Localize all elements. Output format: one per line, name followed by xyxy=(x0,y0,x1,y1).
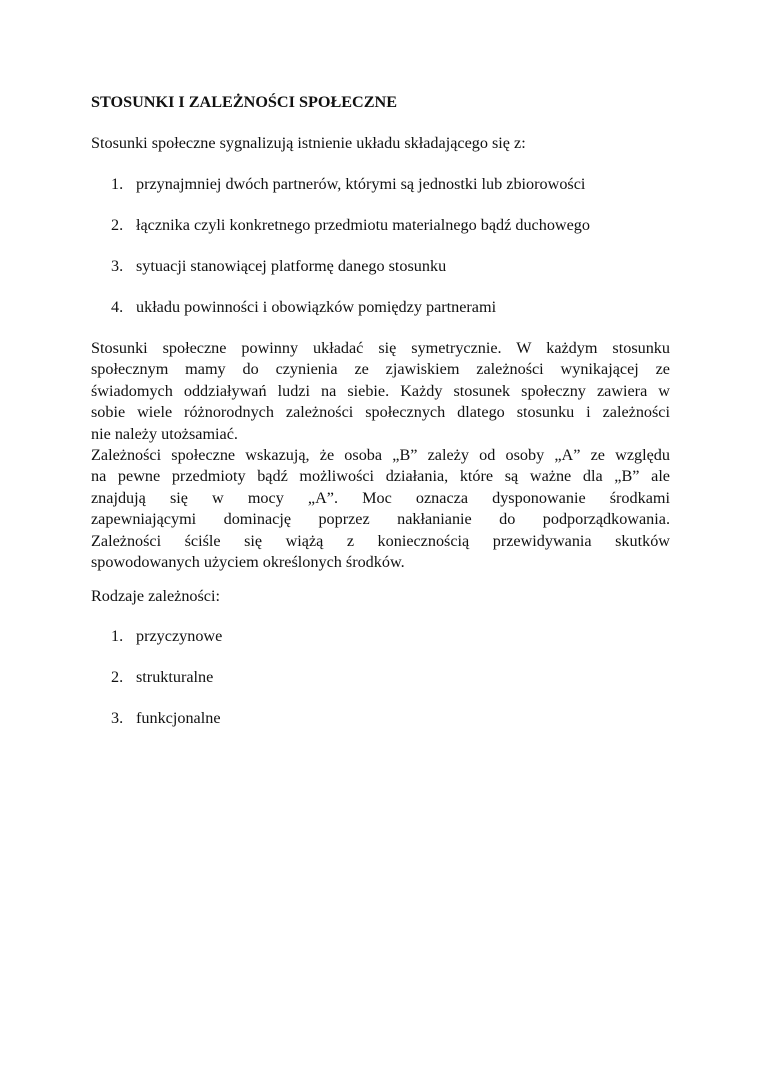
paragraph-dependencies xyxy=(91,445,670,573)
intro-text: Stosunki społeczne sygnalizują istnienie układu składającego się z: xyxy=(91,134,526,152)
list-item-number: 1. xyxy=(111,175,124,193)
list-item-text: funkcjonalne xyxy=(136,709,221,727)
paragraph-line: Zależności społeczne wskazują, że osoba „B” zależy od osoby „A” ze względu xyxy=(91,446,670,464)
paragraph-line: Zależności ściśle się wiążą z koniecznością przewidywania skutków xyxy=(91,531,670,550)
list-item-number: 4. xyxy=(111,298,124,316)
paragraph-line: znajdują się w mocy „A”. Moc oznacza dysponowanie środkami xyxy=(91,488,670,507)
list-item-number: 3. xyxy=(111,257,124,275)
list-item-number: 3. xyxy=(111,709,124,727)
paragraph-line: sobie wiele różnorodnych zależności społecznych dlatego stosunku i zależności xyxy=(91,403,670,422)
paragraph-line: świadomych oddziaływań ludzi na siebie. Każdy stosunek społeczny zawiera w xyxy=(91,381,670,400)
paragraph-relations xyxy=(91,338,670,445)
document-title: STOSUNKI I ZALEŻNOŚCI SPOŁECZNE xyxy=(91,93,398,111)
list-item-text: sytuacji stanowiącej platformę danego stosunku xyxy=(136,257,447,275)
list-item-text: łącznika czyli konkretnego przedmiotu materialnego bądź duchowego xyxy=(136,216,590,234)
paragraph-line: nie należy utożsamiać. xyxy=(91,424,238,443)
list-item-text: przyczynowe xyxy=(136,627,223,645)
paragraph-line: na pewne przedmioty bądź możliwości działania, które są ważne dla „B” ale xyxy=(91,467,670,486)
list-item-number: 2. xyxy=(111,668,124,686)
kinds-label: Rodzaje zależności: xyxy=(91,587,220,605)
paragraph-line: zapewniającymi dominację poprzez nakłanianie do podporządkowania. xyxy=(91,510,670,529)
paragraph-line: Stosunki społeczne powinny układać się symetrycznie. W każdym stosunku xyxy=(91,339,670,357)
list-item-text: strukturalne xyxy=(136,668,214,686)
list-item-text: przynajmniej dwóch partnerów, którymi są jednostki lub zbiorowości xyxy=(136,175,586,193)
list-item-text: układu powinności i obowiązków pomiędzy partnerami xyxy=(136,298,497,316)
list-item-number: 1. xyxy=(111,627,124,645)
paragraph-line: społecznym mamy do czynienia ze zjawiskiem zależności wynikającej ze xyxy=(91,360,670,379)
list-item-number: 2. xyxy=(111,216,124,234)
paragraph-line: spowodowanych użyciem określonych środków. xyxy=(91,552,405,571)
